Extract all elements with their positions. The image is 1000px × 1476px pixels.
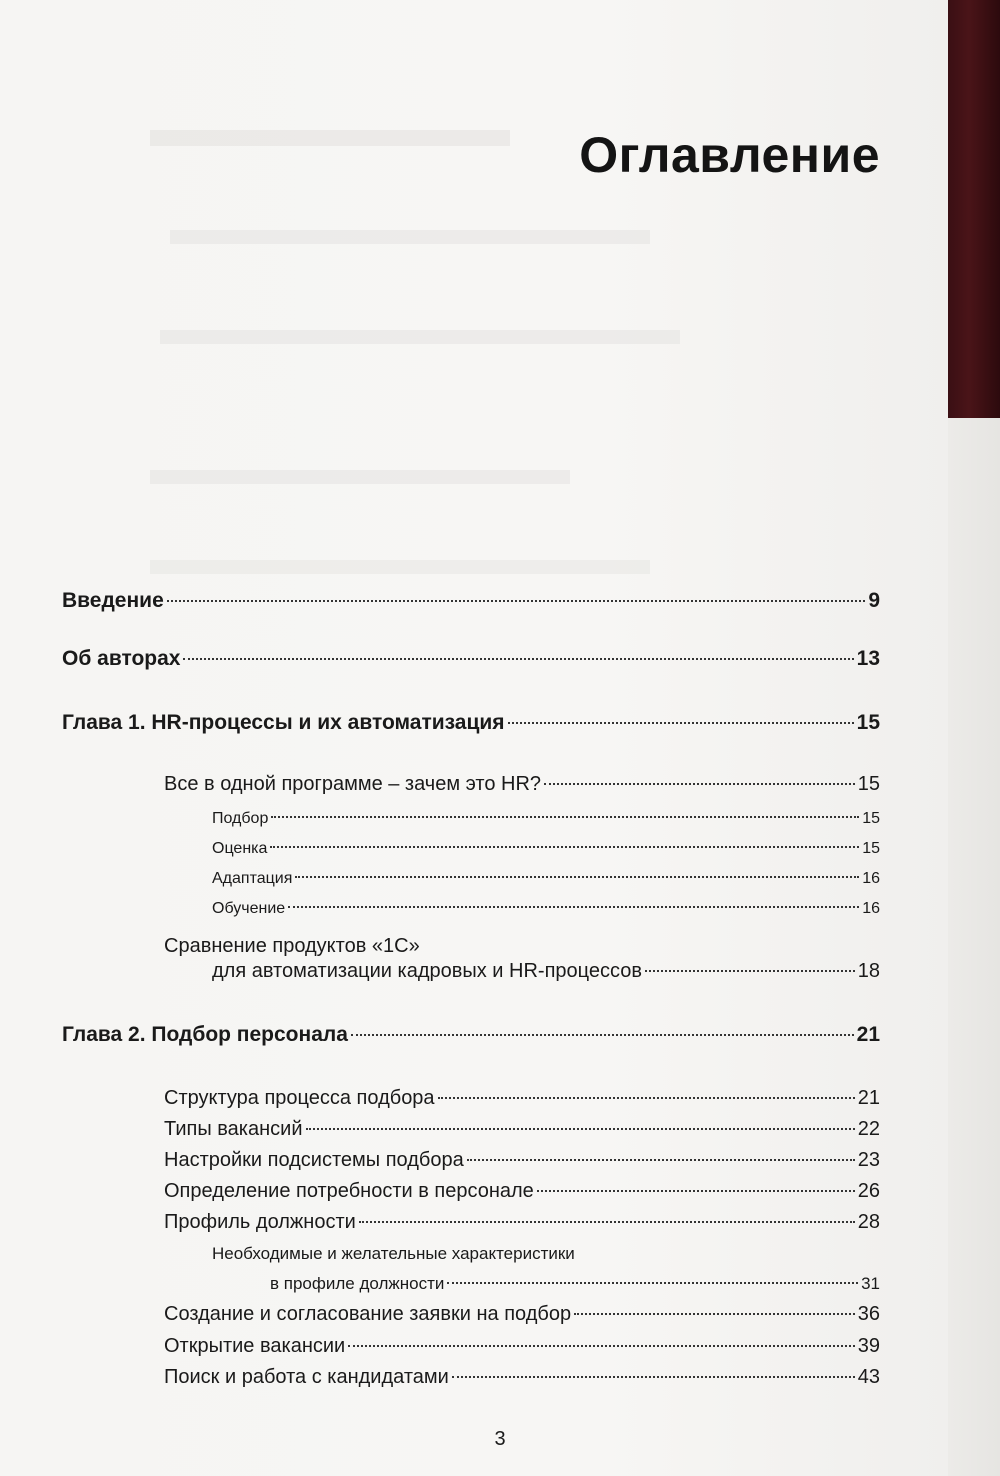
dot-leader [167,600,866,602]
dot-leader [574,1313,855,1315]
toc-entry-label: Подбор [212,810,269,827]
toc-entry-label: Определение потребности в персонале [164,1180,534,1202]
toc-entry-label: Профиль должности [164,1211,356,1233]
toc-entry-training[interactable] [212,900,880,918]
toc-entry-all-in-one-program[interactable] [164,773,880,796]
book-cover-edge [948,0,1000,418]
toc-entry-create-request[interactable] [164,1303,880,1326]
toc-entry-page: 21 [857,1087,880,1109]
toc-entry-label: Адаптация [212,870,293,887]
toc-entry-page: 43 [857,1366,880,1388]
toc-entry-label: Типы вакансий [164,1118,303,1140]
toc-entry-page: 16 [862,870,880,887]
toc-entry-label: для автоматизации кадровых и HR-процессов [212,960,642,982]
toc-entry-page: 39 [857,1335,880,1357]
dot-leader [271,816,859,818]
dot-leader [295,876,859,878]
toc-entry-page: 31 [861,1274,880,1293]
toc-entry-label: Поиск и работа с кандидатами [164,1366,449,1388]
dot-leader [537,1190,855,1192]
toc-entry-recruitment[interactable] [212,810,880,828]
toc-entry-about-authors[interactable] [62,647,880,671]
toc-entry-page: 18 [857,960,880,982]
toc-entry-page: 15 [862,810,880,827]
toc-entry-vacancy-types[interactable] [164,1118,880,1141]
dot-leader [348,1345,855,1347]
toc-entry-adaptation[interactable] [212,870,880,888]
toc-entry-label: Открытие вакансии [164,1335,346,1357]
toc-entry-candidate-search[interactable] [164,1366,880,1389]
dot-leader [544,783,855,785]
toc-entry-label: Структура процесса подбора [164,1087,435,1109]
dot-leader [645,970,855,972]
toc-entry-page: 22 [857,1118,880,1140]
toc-entry-label: Глава 1. HR-процессы и их автоматизация [62,711,505,734]
toc-entry-label: Все в одной программе – зачем это HR? [164,773,542,795]
toc-entry-subsystem-settings[interactable] [164,1149,880,1172]
toc-entry-page: 23 [857,1149,880,1171]
toc-entry-page: 13 [856,647,880,670]
toc-entry-chapter-2[interactable] [62,1023,880,1047]
toc-entry-label: Оценка [212,840,268,857]
toc-entry-staffing-needs[interactable] [164,1180,880,1203]
toc-entry-characteristics-line2[interactable] [270,1274,880,1294]
toc-entry-recruitment-structure[interactable] [164,1087,880,1110]
toc-entry-label: Настройки подсистемы подбора [164,1149,464,1171]
toc-entry-page: 15 [856,711,880,734]
toc-entry-label: Введение [62,589,164,612]
dot-leader [270,846,859,848]
dot-leader [306,1128,855,1130]
page-title: Оглавление [579,126,880,183]
toc-entry-introduction[interactable] [62,589,880,613]
toc-entry-label: Глава 2. Подбор персонала [62,1023,348,1046]
toc-entry-page: 28 [857,1211,880,1233]
toc-entry-label: Об авторах [62,647,181,670]
dot-leader [447,1282,858,1284]
toc-entry-page: 15 [857,773,880,795]
toc-entry-job-profile[interactable] [164,1211,880,1234]
dot-leader [183,658,853,660]
toc-entry-page: 21 [856,1023,880,1046]
toc-entry-characteristics-line1[interactable]: Необходимые и желательные характеристики [212,1244,575,1263]
dot-leader [508,722,854,724]
dot-leader [288,906,859,908]
toc-entry-assessment[interactable] [212,840,880,858]
toc-entry-page: 16 [862,900,880,917]
dot-leader [467,1159,855,1161]
dot-leader [452,1376,855,1378]
dot-leader [438,1097,855,1099]
toc-entry-page: 26 [857,1180,880,1202]
toc-entry-page: 36 [857,1303,880,1325]
toc-entry-label: Обучение [212,900,286,917]
toc-entry-page: 15 [862,840,880,857]
toc-entry-chapter-1[interactable] [62,711,880,735]
toc-entry-label: Создание и согласование заявки на подбор [164,1303,572,1325]
toc-entry-open-vacancy[interactable] [164,1335,880,1358]
toc-entry-comparison-line1[interactable]: Сравнение продуктов «1С» [164,935,420,957]
page-edge-shadow [948,418,1000,1476]
page-number: 3 [494,1428,506,1450]
toc-entry-page: 9 [868,589,880,612]
toc-entry-comparison-line2[interactable] [212,960,880,983]
dot-leader [359,1221,855,1223]
toc-entry-label: в профиле должности [270,1274,445,1293]
dot-leader [351,1034,854,1036]
